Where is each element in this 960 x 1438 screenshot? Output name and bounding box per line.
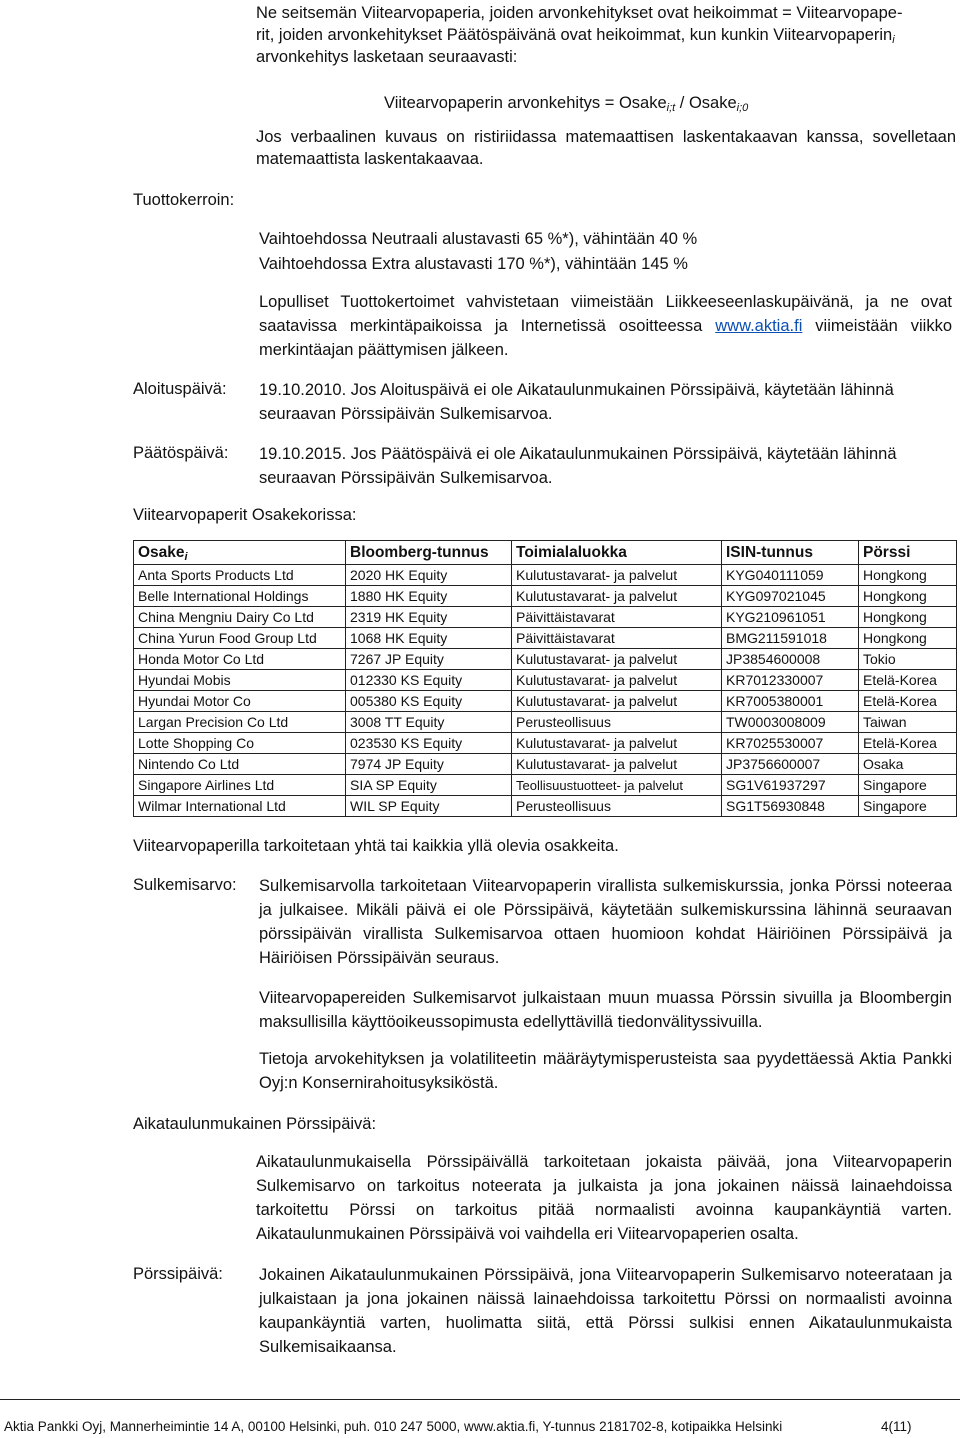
cell-porssi: Taiwan: [859, 712, 957, 733]
cell-toimiala: Kulutustavarat- ja palvelut: [512, 670, 722, 691]
cell-toimiala: Kulutustavarat- ja palvelut: [512, 649, 722, 670]
formula: Viitearvopaperin arvonkehitys = Osake$_{i;t}$ / Osake$_{i;0}$: [384, 94, 749, 114]
table-row: [134, 691, 957, 712]
cell-bloomberg: 1880 HK Equity: [346, 586, 512, 607]
col-header-osake: Osake$_i$: [134, 541, 346, 565]
cell-porssi: Osaka: [859, 754, 957, 775]
cell-bloomberg: 2020 HK Equity: [346, 565, 512, 586]
aktia-link[interactable]: www.aktia.fi: [715, 317, 803, 335]
cell-toimiala: Perusteollisuus: [512, 796, 722, 817]
cell-bloomberg: 023530 KS Equity: [346, 733, 512, 754]
cell-porssi: Singapore: [859, 796, 957, 817]
basket-heading: Viitearvopaperit Osakekorissa:: [133, 506, 357, 524]
cell-bloomberg: 2319 HK Equity: [346, 607, 512, 628]
cell-bloomberg: WIL SP Equity: [346, 796, 512, 817]
cell-osake: Singapore Airlines Ltd: [134, 775, 346, 796]
footer-divider: [0, 1399, 960, 1400]
intro-line-1: Ne seitsemän Viitearvopaperia, joiden arvonkehitykset ovat heikoimmat = Viitearvopape-: [256, 4, 903, 22]
col-header-isin: ISIN-tunnus: [722, 541, 859, 565]
table-row: [134, 649, 957, 670]
intro-paragraph: [256, 2, 956, 68]
cell-isin: TW0003008009: [722, 712, 859, 733]
cell-porssi: Hongkong: [859, 565, 957, 586]
cell-isin: SG1T56930848: [722, 796, 859, 817]
cell-toimiala: Kulutustavarat- ja palvelut: [512, 586, 722, 607]
tuottokerroin-extra: Vaihtoehdossa Extra alustavasti 170 %*), vähintään 145 %: [259, 255, 688, 273]
aikataulun-text: Aikataulunmukaisella Pörssipäivällä tarkoitetaan jokaista päivää, jona Viitearvopaperin Sulkemisarvo on tarkoitus noteerata ja julkaista ja jona jokainen näissä lainaehdoissa tarkoitettu Pörssi on tarkoitus pitää normaalisti avoinna kaupankäyntiä varten. Aikataulunmukainen Pörssipäivä voi vaihdella eri Viitearvopaperien osalta.: [256, 1153, 952, 1243]
cell-bloomberg: 7974 JP Equity: [346, 754, 512, 775]
cell-porssi: Hongkong: [859, 586, 957, 607]
tuottokerroin-neutraali: Vaihtoehdossa Neutraali alustavasti 65 %*), vähintään 40 %: [259, 230, 698, 248]
cell-toimiala: Perusteollisuus: [512, 712, 722, 733]
cell-bloomberg: 7267 JP Equity: [346, 649, 512, 670]
table-row: [134, 565, 957, 586]
cell-isin: KR7012330007: [722, 670, 859, 691]
basket-table: [133, 540, 957, 817]
verbal-note: Jos verbaalinen kuvaus on ristiriidassa matemaattisen laskentakaavan kanssa, sovelletaan matemaattista laskentakaavaa.: [256, 128, 956, 168]
cell-osake: Hyundai Motor Co: [134, 691, 346, 712]
footer-page-number: 4(11): [881, 1419, 912, 1434]
cell-porssi: Etelä-Korea: [859, 691, 957, 712]
cell-porssi: Etelä-Korea: [859, 733, 957, 754]
cell-bloomberg: 005380 KS Equity: [346, 691, 512, 712]
porssipaiva-text: Jokainen Aikataulunmukainen Pörssipäivä, jona Viitearvopaperin Sulkemisarvo noteerataan ja julkaistaan ja jona jokainen näissä lainaehdoissa tarkoitettu Pörssi on normaalisti avoinna kaupankäyntiä varten, huolimatta siitä, että Pörssi sulkisi ennen Aikataulunmukaista Sulkemisaikaansa.: [259, 1266, 952, 1356]
sulkemisarvo-p1: Sulkemisarvolla tarkoitetaan Viitearvopaperin virallista sulkemiskurssia, jonka Pörssi noteeraa ja julkaisee. Mikäli päivä ei ole Pörssipäivä, käytetään sulkemiskurssina lähinnä seuraavan pörssipäivän virallista Sulkemisarvoa ottaen huomioon kohdat Häiriöinen Pörssipäivä ja Häiriöisen Pörssipäivän seuraus.: [259, 877, 952, 967]
cell-osake: Lotte Shopping Co: [134, 733, 346, 754]
table-row: [134, 670, 957, 691]
cell-osake: Honda Motor Co Ltd: [134, 649, 346, 670]
paatospaiva-text: 19.10.2015. Jos Päätöspäivä ei ole Aikataulunmukainen Pörssipäivä, käytetään lähinnä seuraavan Pörssipäivän Sulkemisarvoa.: [259, 445, 897, 487]
paatospaiva-label: Päätöspäivä:: [133, 444, 229, 462]
cell-porssi: Singapore: [859, 775, 957, 796]
aloituspaiva-text: 19.10.2010. Jos Aloituspäivä ei ole Aikataulunmukainen Pörssipäivä, käytetään lähinnä seuraavan Pörssipäivän Sulkemisarvoa.: [259, 381, 894, 423]
cell-isin: KYG097021045: [722, 586, 859, 607]
table-body: [134, 565, 957, 817]
table-header-row: [134, 541, 957, 565]
table-row: [134, 607, 957, 628]
cell-isin: KR7005380001: [722, 691, 859, 712]
tuottokerroin-final-note: Lopulliset Tuottokertoimet vahvistetaan viimeistään Liikkeeseenlaskupäivänä, ja ne ovat saatavissa merkintäpaikoissa ja Internetissä osoitteessa www.aktia.fi viimeistään viikko merkintäajan päättymisen jälkeen.: [259, 293, 952, 359]
cell-bloomberg: 1068 HK Equity: [346, 628, 512, 649]
cell-porssi: Etelä-Korea: [859, 670, 957, 691]
porssipaiva-label: Pörssipäivä:: [133, 1265, 223, 1283]
cell-isin: KYG040111059: [722, 565, 859, 586]
col-header-bloomberg: Bloomberg-tunnus: [346, 541, 512, 565]
aloituspaiva-label: Aloituspäivä:: [133, 380, 227, 398]
cell-isin: BMG211591018: [722, 628, 859, 649]
cell-isin: JP3854600008: [722, 649, 859, 670]
cell-osake: Anta Sports Products Ltd: [134, 565, 346, 586]
cell-toimiala: Kulutustavarat- ja palvelut: [512, 754, 722, 775]
cell-osake: Hyundai Mobis: [134, 670, 346, 691]
cell-toimiala: Päivittäistavarat: [512, 607, 722, 628]
table-row: [134, 796, 957, 817]
tuottokerroin-label: Tuottokerroin:: [133, 191, 235, 209]
cell-toimiala: Kulutustavarat- ja palvelut: [512, 691, 722, 712]
cell-bloomberg: 3008 TT Equity: [346, 712, 512, 733]
cell-isin: SG1V61937297: [722, 775, 859, 796]
cell-toimiala: Päivittäistavarat: [512, 628, 722, 649]
basket-note: Viitearvopaperilla tarkoitetaan yhtä tai kaikkia yllä olevia osakkeita.: [133, 837, 619, 855]
cell-isin: JP3756600007: [722, 754, 859, 775]
cell-porssi: Hongkong: [859, 607, 957, 628]
sulkemisarvo-p2: Viitearvopapereiden Sulkemisarvot julkaistaan muun muassa Pörssin sivuilla ja Bloombergin maksullisilla käyttöoikeussopimusta edellyttävillä tiedonvälityssivuilla.: [259, 989, 952, 1031]
cell-osake: China Mengniu Dairy Co Ltd: [134, 607, 346, 628]
table-row: [134, 754, 957, 775]
cell-bloomberg: SIA SP Equity: [346, 775, 512, 796]
col-header-toimiala: Toimialaluokka: [512, 541, 722, 565]
cell-porssi: Hongkong: [859, 628, 957, 649]
cell-isin: KR7025530007: [722, 733, 859, 754]
intro-line-3: arvonkehitys lasketaan seuraavasti:: [256, 48, 518, 66]
cell-isin: KYG210961051: [722, 607, 859, 628]
sulkemisarvo-p3: Tietoja arvokehityksen ja volatiliteetin määräytymisperusteista saa pyydettäessä Aktia Pankki Oyj:n Konsernirahoitusyksiköstä.: [259, 1050, 952, 1092]
cell-osake: Nintendo Co Ltd: [134, 754, 346, 775]
sulkemisarvo-label: Sulkemisarvo:: [133, 876, 237, 894]
col-header-porssi: Pörssi: [859, 541, 957, 565]
aikataulun-label: Aikataulunmukainen Pörssipäivä:: [133, 1115, 377, 1133]
table-row: [134, 586, 957, 607]
cell-toimiala: Kulutustavarat- ja palvelut: [512, 565, 722, 586]
table-row: [134, 733, 957, 754]
cell-porssi: Tokio: [859, 649, 957, 670]
intro-line-2: rit, joiden arvonkehitykset Päätöspäivänä ovat heikoimmat, kun kunkin Viitearvopaperin$_i$: [256, 26, 895, 46]
cell-osake: Largan Precision Co Ltd: [134, 712, 346, 733]
footer-company: Aktia Pankki Oyj, Mannerheimintie 14 A, 00100 Helsinki, puh. 010 247 5000, www.aktia.fi, Y-tunnus 2181702-8, kotipaikka Helsinki: [4, 1419, 783, 1434]
cell-toimiala: Teollisuustuotteet- ja palvelut: [512, 775, 722, 796]
table-row: [134, 628, 957, 649]
cell-osake: Wilmar International Ltd: [134, 796, 346, 817]
cell-osake: Belle International Holdings: [134, 586, 346, 607]
cell-toimiala: Kulutustavarat- ja palvelut: [512, 733, 722, 754]
table-row: [134, 712, 957, 733]
cell-osake: China Yurun Food Group Ltd: [134, 628, 346, 649]
table-row: [134, 775, 957, 796]
cell-bloomberg: 012330 KS Equity: [346, 670, 512, 691]
